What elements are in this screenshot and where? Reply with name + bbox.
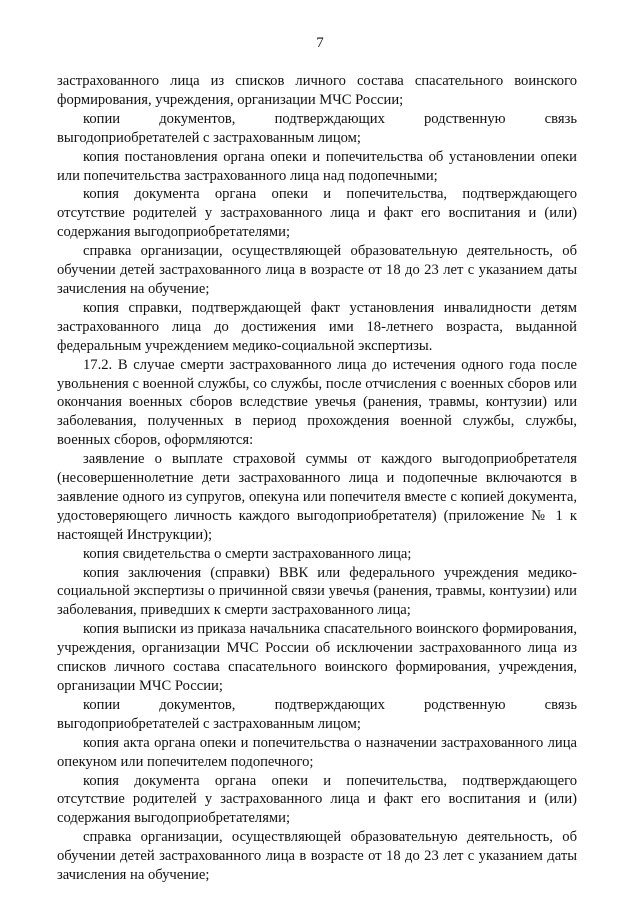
paragraph: копия свидетельства о смерти застрахованного лица; [83,545,412,562]
paragraph: 17.2. В случае смерти застрахованного лица до истечения одного года после увольнения с военной службы, со службы, после отчисления с военных сборов или окончания военных сборов вследствие увечья (ранения, травмы, контузии) или заболевания, полученных в период прохождения военной службы, службы, военных сборов, оформляются: [57,356,577,449]
paragraph: копия постановления органа опеки и попечительства об установлении опеки или попечительства застрахованного лица над подопечными; [57,148,577,184]
paragraph: копия справки, подтверждающей факт установления инвалидности детям застрахованного лица до достижения ими 18-летнего возраста, выданной федеральным учреждением медико-социальной экспертизы. [57,299,577,354]
paragraph: копии документов, подтверждающих родственную связь выгодоприобретателей с застрахованным лицом; [57,696,577,732]
paragraph: заявление о выплате страховой суммы от каждого выгодоприобретателя (несовершеннолетние дети застрахованного лица и подопечные включаются в заявление одного из супругов, опекуна или попечителя вместе с копией документа, удостоверяющего личность каждого выгодоприобретателя) (приложение № 1 к настоящей Инструкции); [57,451,577,543]
paragraph: копия документа органа опеки и попечительства, подтверждающего отсутствие родителей у застрахованного лица и факт его воспитания и (или) содержания выгодоприобретателями; [57,186,577,241]
paragraph: застрахованного лица из списков личного состава спасательного воинского формирования, учреждения, организации МЧС России; [57,73,577,108]
paragraph: копия выписки из приказа начальника спасательного воинского формирования, учреждения, организации МЧС России об исключении застрахованного лица из списков личного состава спасательного воинского формирования, учреждения, организации МЧС России; [57,621,577,694]
page-number: 7 [316,35,324,51]
paragraph: справка организации, осуществляющей образовательную деятельность, об обучении детей застрахованного лица в возрасте от 18 до 23 лет с указанием даты зачисления на обучение; [57,243,577,297]
paragraph: копии документов, подтверждающих родственную связь выгодоприобретателей с застрахованным лицом; [57,110,577,146]
paragraph: копия документа органа опеки и попечительства, подтверждающего отсутствие родителей у застрахованного лица и факт его воспитания и (или) содержания выгодоприобретателями; [57,772,577,827]
paragraph: копия акта органа опеки и попечительства о назначении застрахованного лица опекуном или попечителем подопечного; [57,734,577,770]
document-body [57,72,577,885]
paragraph: справка организации, осуществляющей образовательную деятельность, об обучении детей застрахованного лица в возрасте от 18 до 23 лет с указанием даты зачисления на обучение; [57,829,577,884]
paragraph: копия заключения (справки) ВВК или федерального учреждения медико-социальной экспертизы о причинной связи увечья (ранения, травмы, контузии) или заболевания, приведших к смерти застрахованного лица; [57,564,577,619]
